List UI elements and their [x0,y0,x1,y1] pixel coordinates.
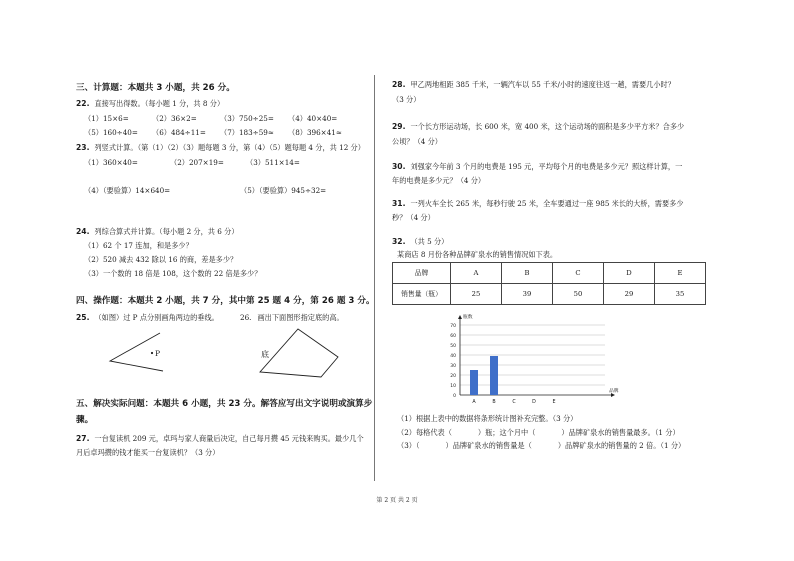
brand-cell: E [655,263,706,284]
x-tick-label: A [472,400,476,405]
question-27 [76,434,364,443]
point-p-label: P [155,349,161,358]
bar-chart [440,310,620,410]
q23-item: （3）511×14= [246,158,300,167]
bar [470,370,478,395]
x-tick-label: E [552,400,556,405]
section5-title-cont: 骤。 [76,415,94,425]
question-number: 22. [76,99,90,108]
section3-title: 三、计算题：本题共 3 小题，共 26 分。 [76,83,235,93]
question-text: 甲乙两地相距 385 千米，一辆汽车以 55 千米/小时的速度往返一趟，需要几小时？ [410,80,675,89]
question-30 [392,162,682,171]
question-text: 画出下面图形指定底的高。 [257,313,344,322]
q23-item: （2）207×19= [170,158,224,167]
y-tick-label: 30 [450,364,456,369]
q32-sub2: （2）每格代表（ ）瓶；这个月中（ ）品牌矿泉水的销售量最多。（1 分） [397,428,680,437]
question-31 [392,199,684,208]
x-tick-label: B [492,400,496,405]
sales-table [392,262,706,305]
question-text: （如图）过 P 点分别画角两边的垂线。 [94,313,219,322]
question-25 [76,313,219,322]
question-number: 28. [392,80,406,89]
y-tick-label: 10 [450,384,456,389]
question-number: 24. [76,227,90,236]
sales-cell: 25 [451,284,502,305]
question-number: 23. [76,143,90,152]
y-axis-arrow [458,315,462,319]
y-axis-label: 瓶数 [463,315,473,320]
question-number: 30. [392,162,406,171]
column-divider [374,75,375,481]
question-number: 27. [76,434,90,443]
x-tick-label: C [512,400,516,405]
question-24 [76,227,239,236]
section4-title: 四、操作题：本题共 2 小题，共 7 分，其中第 25 题 4 分，第 26 题 3 分。 [76,296,375,306]
question-number: 32. [392,237,406,246]
brand-cell: A [451,263,502,284]
table-row [393,263,706,284]
question-number: 29. [392,122,406,131]
question-22 [76,99,224,108]
table-header-cell: 品牌 [393,263,451,284]
question-28 [392,80,675,89]
y-tick-label: 60 [450,334,456,339]
brand-cell: C [553,263,604,284]
question-29-cont: 公顷？（4 分） [392,137,442,146]
q22-item: （3）750÷25= [220,114,274,123]
question-32 [392,237,448,246]
question-text: （共 5 分） [410,237,449,246]
question-text: 直接写出得数。（每小题 1 分，共 8 分） [94,99,225,108]
question-text: 刘强家今年前 3 个月的电费是 195 元，平均每个月的电费是多少元？照这样计算，一 [410,162,683,171]
q22-item: （6）484÷11= [152,128,206,137]
y-tick-label: 0 [453,394,456,399]
sales-cell: 50 [553,284,604,305]
sales-cell: 35 [655,284,706,305]
q23-item: （5）（要验算）945÷32= [240,186,327,195]
angle-figure [100,325,180,375]
q32-sub1: （1）根据上表中的数据将条形统计图补充完整。（3 分） [397,414,578,423]
q22-item: （2）36×2= [152,114,197,123]
question-number: 31. [392,199,406,208]
brand-cell: B [502,263,553,284]
quadrilateral [260,329,338,377]
y-tick-label: 40 [450,354,456,359]
x-axis-label: 品牌 [609,389,619,394]
q22-item: （4）40×40= [288,114,338,123]
table-row [393,284,706,305]
question-text: 一台复读机 209 元，卓玛与家人商量后决定，自己每月攒 45 元钱来购买。最少几个 [94,434,364,443]
q24-item: （1）62 个 17 连加，和是多少？ [84,241,193,250]
q22-item: （5）160÷40= [84,128,138,137]
q22-item: （7）183÷59≈ [220,128,274,137]
bar [490,356,498,395]
question-text: 列综合算式并计算。（每小题 2 分，共 6 分） [94,227,239,236]
question-31-cont: 秒？（4 分） [392,213,435,222]
q22-item: （8）396×41≈ [288,128,342,137]
question-text: 列竖式计算。（第（1）（2）（3）题每题 3 分，第（4）（5）题每题 4 分，共 12 分） [94,143,365,152]
question-23 [76,143,365,152]
y-tick-label: 20 [450,374,456,379]
q32-sub3: （3）（ ）品牌矿泉水的销售量是（ ）品牌矿泉水的销售量的 2 倍。（1 分） [397,441,686,450]
base-label: 底 [261,350,269,359]
question-26 [240,313,344,322]
question-28-cont: （3 分） [392,95,421,104]
question-number: 25. [76,313,90,322]
section5-title: 五、解决实际问题：本题共 6 小题，共 23 分。解答应写出文字说明或演算步 [76,399,373,409]
question-27-cont: 月后卓玛攒的钱才能买一台复读机？（3 分） [76,448,220,457]
q23-item: （1）360×40= [84,158,138,167]
question-29 [392,122,684,131]
brand-cell: D [604,263,655,284]
q23-item: （4）（要验算）14×640= [84,186,171,195]
question-number: 26. [240,313,252,322]
y-tick-label: 70 [450,324,456,329]
sales-cell: 29 [604,284,655,305]
sales-cell: 39 [502,284,553,305]
point-p [151,352,153,354]
page-footer: 第 2 页 共 2 页 [376,497,418,504]
question-30-cont: 年的电费是多少元？（4 分） [392,176,486,185]
table-row-label: 销售量（瓶） [393,284,451,305]
y-tick-label: 50 [450,344,456,349]
q32-intro: 某商店 8 月份各种品牌矿泉水的销售情况如下表。 [397,250,558,259]
q22-item: （1）15×6= [84,114,129,123]
question-text: 一个长方形运动场，长 600 米，宽 400 米，这个运动场的面积是多少平方米？合多少 [410,122,685,131]
q24-item: （3）一个数的 18 倍是 108，这个数的 22 倍是多少？ [84,269,262,278]
question-text: 一列火车全长 265 米，每秒行驶 25 米，全车要通过一座 985 米长的大桥，需要多少 [410,199,684,208]
q24-item: （2）520 减去 432 除以 16 的商，差是多少？ [84,255,238,264]
x-tick-label: D [532,400,536,405]
